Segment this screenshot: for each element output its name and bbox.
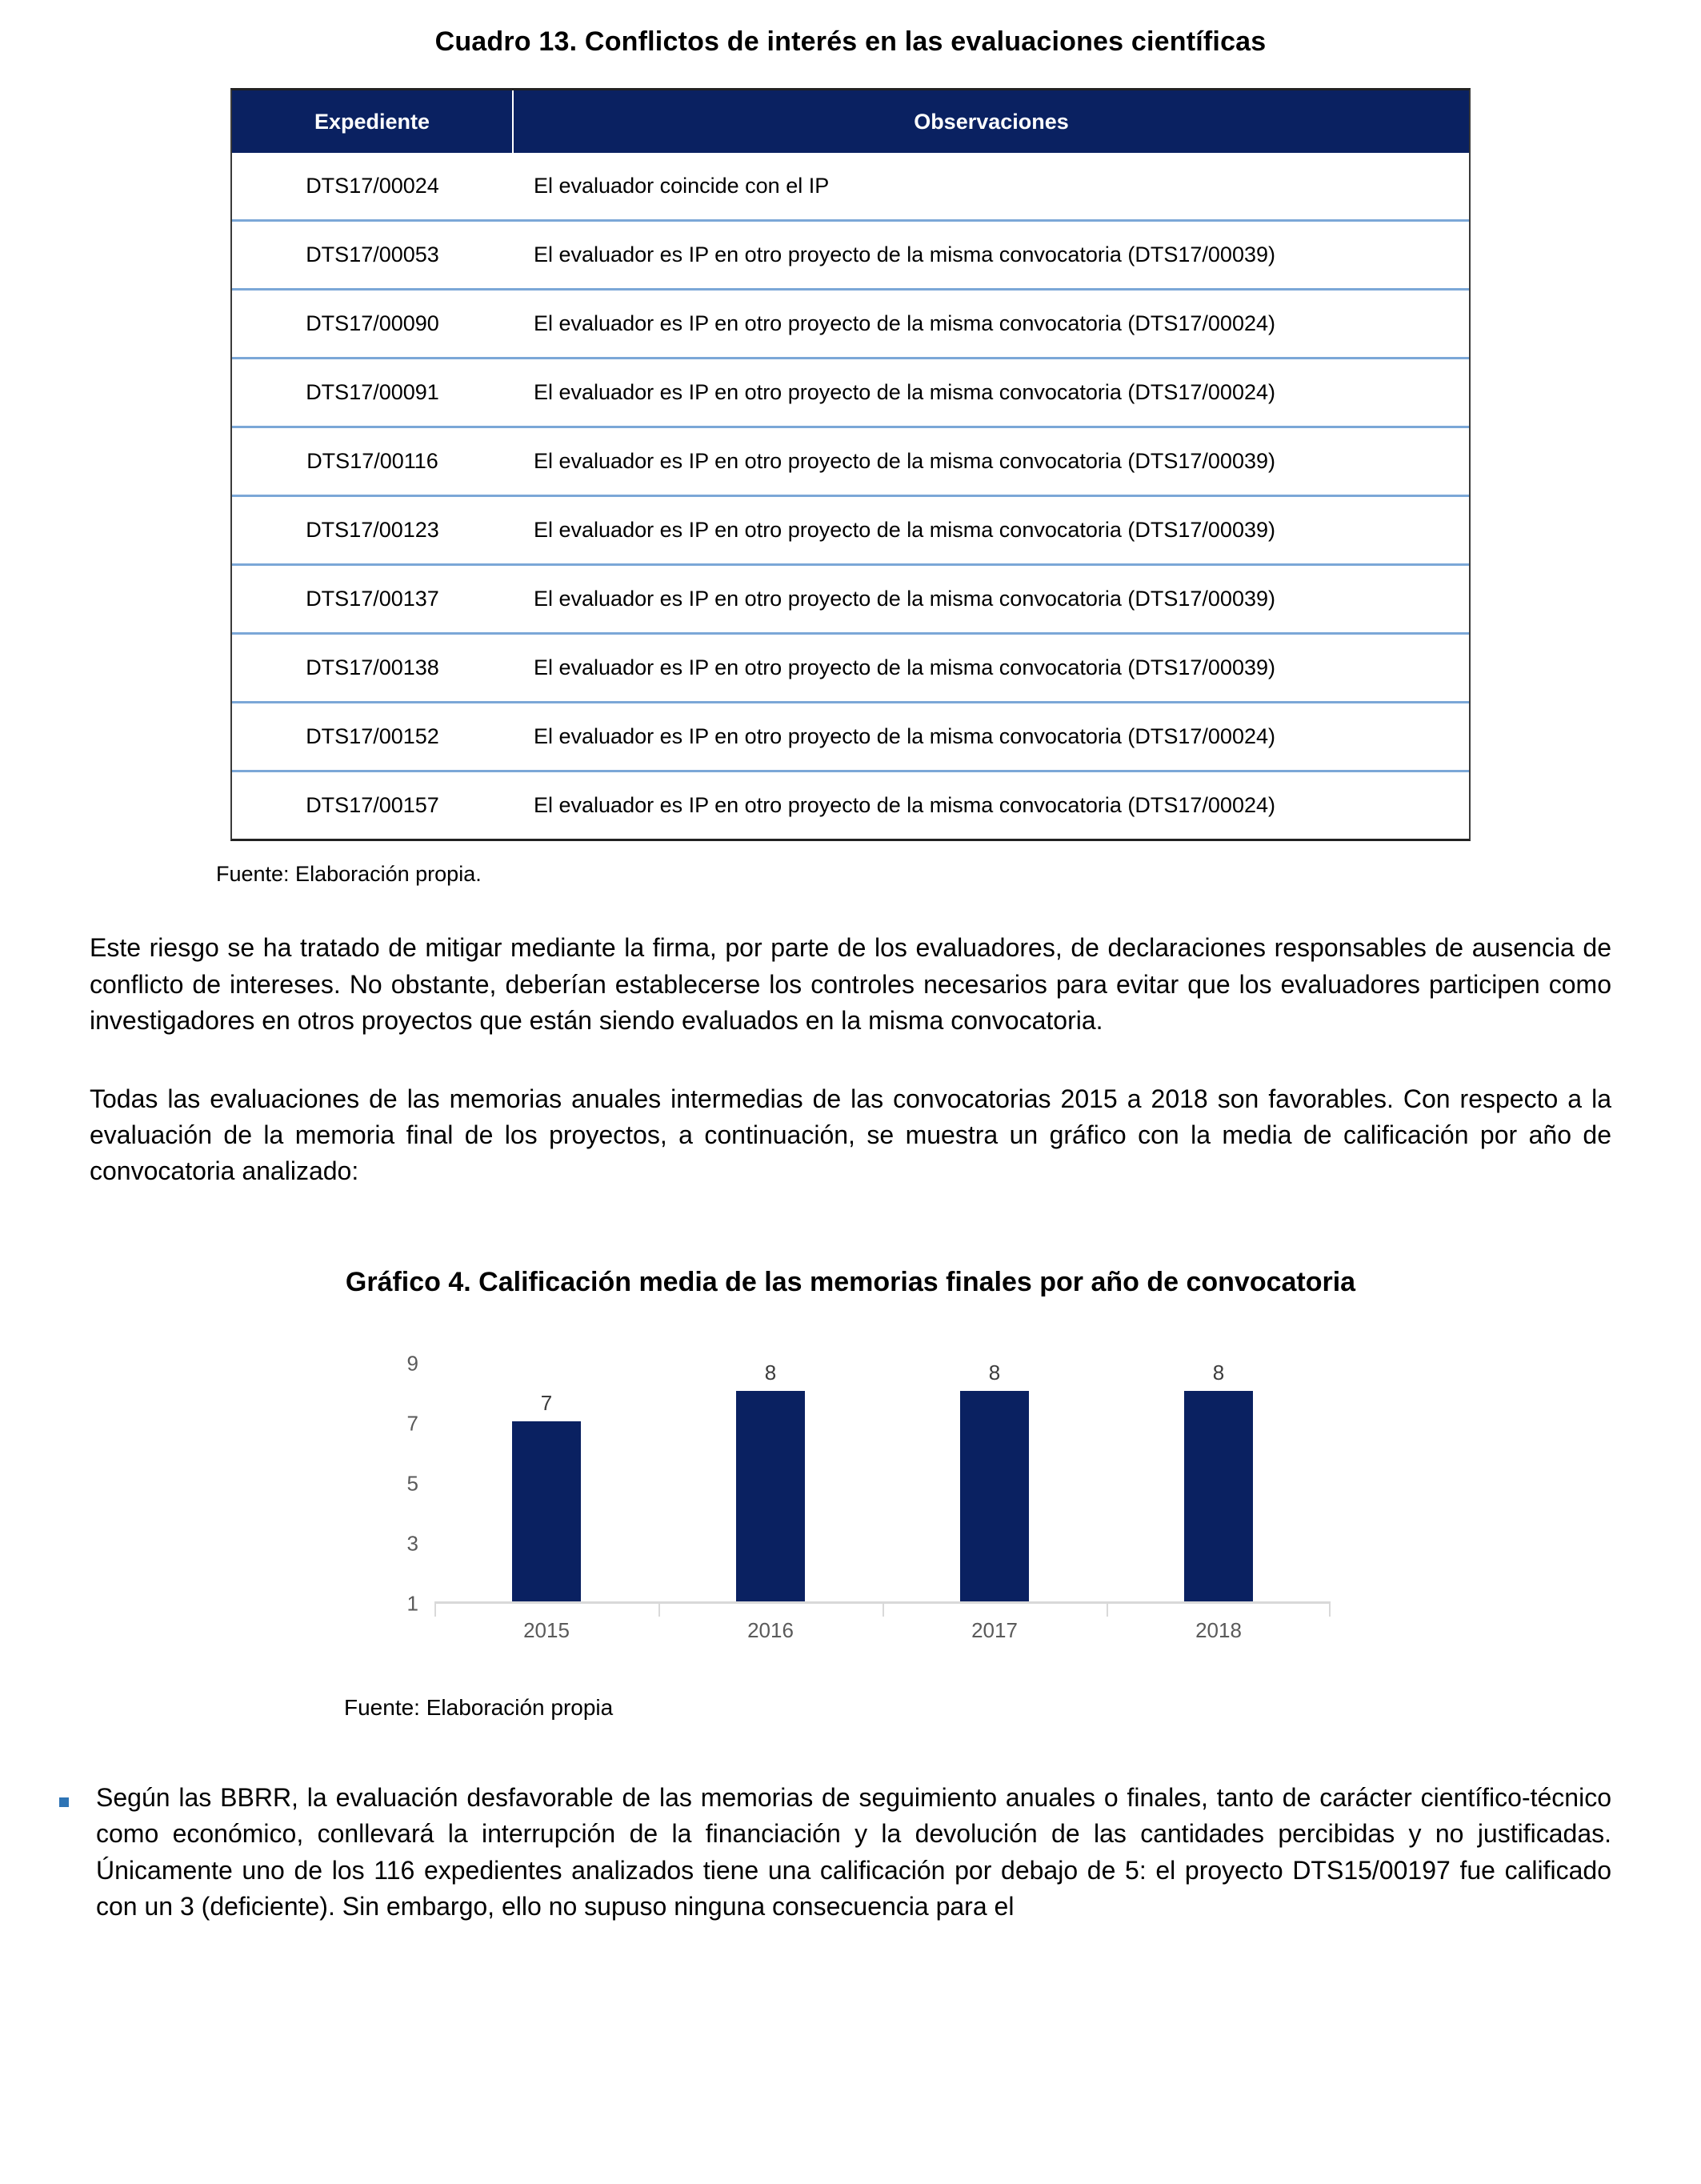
column-header-observaciones: Observaciones bbox=[513, 90, 1469, 153]
cell-expediente: DTS17/00138 bbox=[232, 634, 513, 703]
x-axis-tick bbox=[658, 1604, 660, 1617]
cell-expediente: DTS17/00137 bbox=[232, 565, 513, 634]
x-axis-tick bbox=[883, 1604, 884, 1617]
bar-chart bbox=[370, 1351, 1331, 1642]
bar-2018 bbox=[1184, 1391, 1253, 1601]
y-tick-label: 7 bbox=[406, 1411, 418, 1436]
cell-observaciones: El evaluador es IP en otro proyecto de la misma convocatoria (DTS17/00039) bbox=[513, 221, 1469, 290]
bullet-item-text: Según las BBRR, la evaluación desfavorable de las memorias de seguimiento anuales o finales, tanto de carácter científico-técnico como económico, conllevará la interrupción de la financiación y la devolución de las cantidades percibidas y no justificadas. Únicamente uno de los 116 expedientes analizados tiene una calificación por debajo de 5: el proyecto DTS15/00197 fue calificado con un 3 (deficiente). Sin embargo, ello no supuso ninguna consecuencia para el bbox=[96, 1782, 1611, 1922]
x-tick-label-2015: 2015 bbox=[523, 1617, 570, 1642]
y-tick-label: 5 bbox=[406, 1471, 418, 1496]
chart-source-note: Fuente: Elaboración propia bbox=[344, 1694, 614, 1720]
body-paragraph-1: Este riesgo se ha tratado de mitigar mediante la firma, por parte de los evaluadores, de declaraciones responsables de ausencia de conflicto de intereses. No obstante, deberían establecerse los controles necesarios para evitar que los evaluadores participen como investigadores en otros proyectos que están siendo evaluados en la misma convocatoria. bbox=[90, 933, 1611, 1036]
cell-observaciones: El evaluador es IP en otro proyecto de la misma convocatoria (DTS17/00024) bbox=[513, 359, 1469, 427]
cell-observaciones: El evaluador coincide con el IP bbox=[513, 153, 1469, 221]
bar-value-label: 7 bbox=[540, 1390, 553, 1415]
cell-expediente: DTS17/00152 bbox=[232, 703, 513, 771]
table-row bbox=[232, 565, 1469, 634]
table-title: Cuadro 13. Conflictos de interés en las evaluaciones científicas bbox=[434, 26, 1267, 57]
plot-area bbox=[434, 1360, 1331, 1604]
cell-observaciones: El evaluador es IP en otro proyecto de la misma convocatoria (DTS17/00039) bbox=[513, 427, 1469, 496]
square-bullet-icon bbox=[51, 1780, 96, 1926]
table-row bbox=[232, 153, 1469, 221]
bar-2017 bbox=[960, 1391, 1029, 1601]
cell-expediente: DTS17/00053 bbox=[232, 221, 513, 290]
cell-observaciones: El evaluador es IP en otro proyecto de la misma convocatoria (DTS17/00024) bbox=[513, 771, 1469, 840]
cell-expediente: DTS17/00024 bbox=[232, 153, 513, 221]
table-row bbox=[232, 703, 1469, 771]
bar-slot bbox=[1107, 1360, 1331, 1601]
document-page bbox=[0, 24, 1701, 2184]
y-tick-label: 9 bbox=[406, 1351, 418, 1376]
x-axis-tick bbox=[1329, 1604, 1331, 1617]
cell-observaciones: El evaluador es IP en otro proyecto de la misma convocatoria (DTS17/00024) bbox=[513, 290, 1469, 359]
cell-expediente: DTS17/00091 bbox=[232, 359, 513, 427]
column-header-expediente: Expediente bbox=[232, 90, 513, 153]
x-tick-label-2017: 2017 bbox=[971, 1617, 1018, 1642]
bar-2015 bbox=[512, 1421, 581, 1601]
body-paragraph-2: Todas las evaluaciones de las memorias anuales intermedias de las convocatorias 2015 a 2018 son favorables. Con respecto a la evaluación de la memoria final de los proyectos, a continuación, se muestra un gráfico con la media de calificación por año de convocatoria analizado: bbox=[90, 1084, 1611, 1186]
bar-series bbox=[434, 1360, 1331, 1601]
cell-expediente: DTS17/00123 bbox=[232, 496, 513, 565]
table-row bbox=[232, 771, 1469, 840]
bar-value-label: 8 bbox=[988, 1360, 1001, 1385]
table-body bbox=[232, 153, 1469, 839]
bar-slot bbox=[434, 1364, 658, 1601]
bullet-list-item bbox=[51, 1780, 1611, 1926]
table-header bbox=[232, 90, 1469, 153]
bar-slot bbox=[883, 1360, 1107, 1601]
cell-expediente: DTS17/00157 bbox=[232, 771, 513, 840]
y-tick-label: 1 bbox=[406, 1591, 418, 1616]
x-axis-labels bbox=[434, 1618, 1331, 1643]
bar-slot bbox=[658, 1360, 883, 1601]
bar-2016 bbox=[736, 1391, 805, 1601]
x-tick-label-2016: 2016 bbox=[747, 1617, 794, 1642]
cell-expediente: DTS17/00090 bbox=[232, 290, 513, 359]
table-header-row bbox=[232, 90, 1469, 153]
bar-value-label: 8 bbox=[764, 1360, 777, 1385]
table-row bbox=[232, 634, 1469, 703]
y-tick-label: 3 bbox=[406, 1531, 418, 1556]
table-row bbox=[232, 496, 1469, 565]
x-axis-tick bbox=[434, 1604, 436, 1617]
table-row bbox=[232, 221, 1469, 290]
conflicts-table-container bbox=[230, 88, 1471, 841]
chart-title: Gráfico 4. Calificación media de las memorias finales por año de convocatoria bbox=[345, 1266, 1356, 1297]
conflicts-table bbox=[232, 90, 1469, 839]
table-row bbox=[232, 359, 1469, 427]
table-row bbox=[232, 427, 1469, 496]
table-row bbox=[232, 290, 1469, 359]
cell-observaciones: El evaluador es IP en otro proyecto de la misma convocatoria (DTS17/00039) bbox=[513, 565, 1469, 634]
cell-observaciones: El evaluador es IP en otro proyecto de la misma convocatoria (DTS17/00024) bbox=[513, 703, 1469, 771]
cell-observaciones: El evaluador es IP en otro proyecto de la misma convocatoria (DTS17/00039) bbox=[513, 634, 1469, 703]
bar-value-label: 8 bbox=[1212, 1360, 1225, 1385]
x-tick-label-2018: 2018 bbox=[1195, 1617, 1242, 1642]
cell-expediente: DTS17/00116 bbox=[232, 427, 513, 496]
x-axis-tick bbox=[1107, 1604, 1108, 1617]
cell-observaciones: El evaluador es IP en otro proyecto de la misma convocatoria (DTS17/00039) bbox=[513, 496, 1469, 565]
y-axis bbox=[370, 1351, 418, 1616]
table-source-note: Fuente: Elaboración propia. bbox=[216, 862, 482, 887]
